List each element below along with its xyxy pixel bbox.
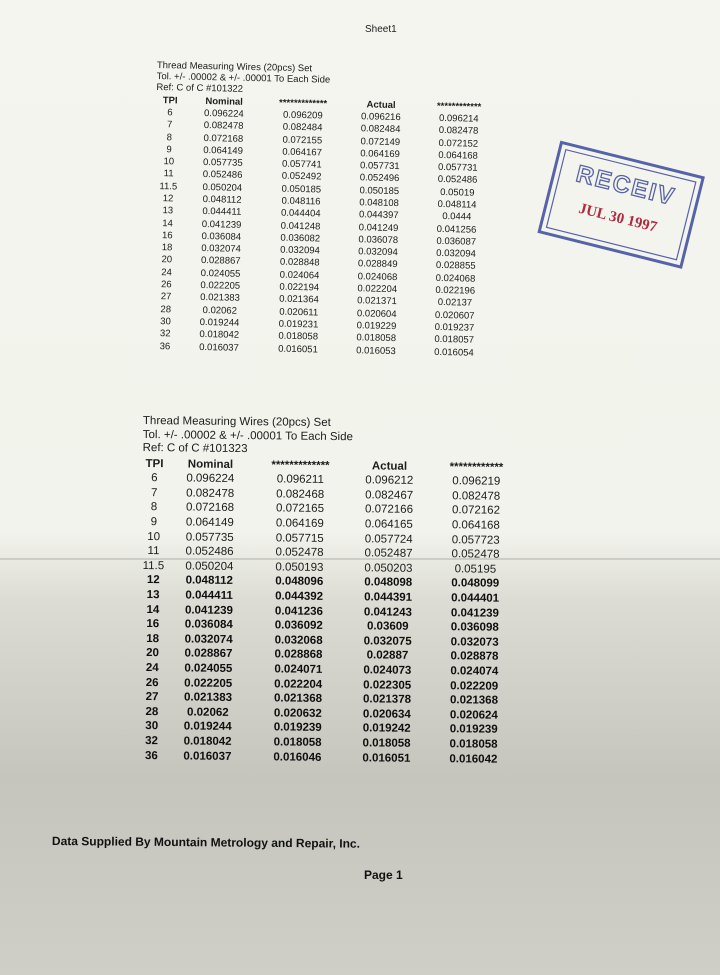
cell-nominal: 0.048112 xyxy=(202,193,242,206)
cell-actual: 0.041243 xyxy=(363,605,412,619)
cell-measured-1: 0.064167 xyxy=(282,146,323,159)
page-number: Page 1 xyxy=(364,868,403,882)
cell-tpi: 18 xyxy=(161,242,173,254)
cell-tpi: 27 xyxy=(160,291,172,303)
cell-measured-3: 0.028878 xyxy=(450,650,499,664)
cell-tpi: 7 xyxy=(150,486,158,500)
cell-tpi: 9 xyxy=(150,516,158,529)
cell-actual: 0.048098 xyxy=(364,576,413,590)
cell-tpi: 27 xyxy=(145,691,159,704)
cell-measured-3: 0.024068 xyxy=(435,272,476,285)
cell-nominal: 0.048112 xyxy=(185,574,233,588)
data-supplier-note: Data Supplied By Mountain Metrology and Repair, Inc. xyxy=(51,834,361,851)
cell-actual: 0.024073 xyxy=(363,664,412,677)
reference-line: Ref: C of C #101322 xyxy=(156,82,244,96)
cell-tpi: 28 xyxy=(160,303,172,316)
cell-measured-1: 0.022194 xyxy=(279,281,320,294)
cell-actual: 0.018058 xyxy=(356,332,397,345)
cell-nominal: 0.052486 xyxy=(202,169,243,182)
cell-tpi: 24 xyxy=(161,266,172,279)
cell-measured-1: 0.057715 xyxy=(275,532,324,545)
cell-measured-3: 0.020607 xyxy=(434,309,475,322)
cell-measured-1: 0.072155 xyxy=(282,134,323,146)
cell-measured-1: 0.019231 xyxy=(278,318,319,331)
cell-measured-1: 0.021364 xyxy=(279,293,319,306)
cell-measured-3: 0.016042 xyxy=(449,752,498,766)
cell-nominal: 0.016037 xyxy=(199,341,239,354)
cell-tpi: 11.5 xyxy=(142,559,165,573)
cell-nominal: 0.018042 xyxy=(183,735,232,748)
cell-measured-1: 0.032094 xyxy=(280,244,320,257)
cell-tpi: 11 xyxy=(163,168,174,180)
cell-nominal: 0.044411 xyxy=(185,589,233,602)
cell-measured-3: 0.041256 xyxy=(436,223,477,236)
cell-actual: 0.03609 xyxy=(366,620,409,634)
cell-measured-1: 0.024071 xyxy=(274,663,323,676)
cell-measured-3: 0.052478 xyxy=(451,548,500,561)
cell-tpi: 24 xyxy=(145,662,159,675)
cell-nominal: 0.064149 xyxy=(203,144,244,157)
cell-measured-1: 0.028848 xyxy=(279,257,320,269)
cell-tpi: 20 xyxy=(146,647,159,660)
cell-tpi: 18 xyxy=(146,632,160,645)
cell-nominal: 0.024055 xyxy=(200,267,241,280)
cell-actual: 0.057724 xyxy=(364,532,413,546)
cell-measured-1: 0.048116 xyxy=(281,195,321,208)
cell-nominal: 0.018042 xyxy=(199,329,240,342)
cell-measured-3: 0.018058 xyxy=(449,738,498,751)
cell-measured-1: 0.096211 xyxy=(276,473,324,487)
cell-measured-3: 0.082478 xyxy=(438,125,479,137)
cell-measured-1: 0.018058 xyxy=(278,330,319,343)
cell-measured-1: 0.041236 xyxy=(274,605,323,618)
cell-nominal: 0.041239 xyxy=(201,218,242,231)
cell-nominal: 0.050204 xyxy=(185,560,234,573)
cell-actual: 0.064165 xyxy=(364,518,413,531)
cell-measured-3: 0.020624 xyxy=(449,709,498,722)
stamp-date: JUL 30 1997 xyxy=(577,200,659,236)
cell-tpi: 7 xyxy=(166,119,173,131)
header-measured-3: ************ xyxy=(449,460,504,474)
header-actual: Actual xyxy=(366,99,396,111)
cell-tpi: 13 xyxy=(162,205,174,217)
cell-measured-3: 0.072162 xyxy=(451,504,501,518)
cell-nominal: 0.072168 xyxy=(203,132,244,145)
cell-tpi: 16 xyxy=(161,230,173,242)
cell-measured-1: 0.016051 xyxy=(278,343,318,355)
cell-actual: 0.019229 xyxy=(356,320,397,333)
cell-actual: 0.032094 xyxy=(358,246,398,259)
cell-nominal: 0.082478 xyxy=(186,487,235,500)
cell-measured-1: 0.032068 xyxy=(274,634,323,647)
cell-nominal: 0.016037 xyxy=(183,750,232,763)
cell-actual: 0.048108 xyxy=(359,197,399,210)
cell-measured-1: 0.028868 xyxy=(274,648,323,662)
cell-tpi: 11 xyxy=(147,545,160,558)
cell-measured-1: 0.018058 xyxy=(273,736,322,749)
cell-nominal: 0.096224 xyxy=(203,107,244,120)
cell-measured-3: 0.024074 xyxy=(450,665,499,678)
cell-nominal: 0.096224 xyxy=(186,472,235,486)
cell-tpi: 6 xyxy=(167,107,173,119)
cell-actual: 0.057731 xyxy=(359,160,400,173)
cell-actual: 0.096212 xyxy=(365,474,414,488)
cell-nominal: 0.050204 xyxy=(202,181,243,194)
cell-measured-1: 0.036092 xyxy=(274,619,323,633)
cell-measured-1: 0.016046 xyxy=(273,750,322,764)
cell-actual: 0.064169 xyxy=(360,148,401,160)
tolerance-line: Tol. +/- .00002 & +/- .00001 To Each Side xyxy=(156,71,331,86)
cell-nominal: 0.019244 xyxy=(183,720,232,734)
cell-measured-1: 0.041248 xyxy=(280,220,321,233)
cell-nominal: 0.024055 xyxy=(184,662,233,675)
cell-measured-1: 0.050185 xyxy=(281,183,322,196)
cell-actual: 0.044397 xyxy=(358,209,399,222)
cell-measured-1: 0.050193 xyxy=(275,561,324,574)
cell-nominal: 0.041239 xyxy=(184,604,234,617)
cell-measured-3: 0.036098 xyxy=(450,621,499,634)
cell-nominal: 0.052486 xyxy=(185,545,234,559)
cell-nominal: 0.082478 xyxy=(203,120,244,133)
table-title: Thread Measuring Wires (20pcs) Set xyxy=(142,415,331,429)
header-nominal: Nominal xyxy=(205,95,243,108)
cell-measured-3: 0.048099 xyxy=(451,577,500,591)
cell-nominal: 0.028867 xyxy=(184,647,233,661)
cell-nominal: 0.02062 xyxy=(202,304,238,317)
cell-tpi: 14 xyxy=(146,603,160,616)
table-title: Thread Measuring Wires (20pcs) Set xyxy=(156,60,313,75)
cell-actual: 0.032075 xyxy=(363,635,412,648)
cell-actual: 0.052487 xyxy=(364,547,413,561)
header-actual: Actual xyxy=(371,460,408,473)
cell-actual: 0.016053 xyxy=(356,344,396,357)
cell-measured-3: 0.05195 xyxy=(454,563,497,576)
cell-nominal: 0.072168 xyxy=(185,501,235,515)
cell-measured-3: 0.036087 xyxy=(436,235,477,248)
cell-nominal: 0.019244 xyxy=(199,316,240,329)
cell-actual: 0.082467 xyxy=(365,489,414,502)
cell-tpi: 12 xyxy=(162,193,174,205)
cell-actual: 0.022204 xyxy=(357,283,398,296)
cell-measured-3: 0.05019 xyxy=(440,186,475,199)
cell-measured-3: 0.052486 xyxy=(437,174,478,187)
cell-tpi: 30 xyxy=(145,720,159,733)
cell-actual: 0.019242 xyxy=(362,722,411,736)
cell-measured-3: 0.018057 xyxy=(434,334,475,346)
header-measured-1: ************* xyxy=(271,459,330,472)
cell-nominal: 0.057735 xyxy=(202,157,243,169)
cell-nominal: 0.028867 xyxy=(200,255,241,268)
cell-actual: 0.044391 xyxy=(364,591,413,604)
cell-measured-3: 0.016054 xyxy=(434,346,474,359)
cell-measured-1: 0.020611 xyxy=(279,306,319,319)
header-measured-1: ************* xyxy=(278,97,328,110)
wire-set-table-2 xyxy=(139,415,521,767)
cell-measured-3: 0.057731 xyxy=(437,162,478,174)
cell-tpi: 13 xyxy=(146,589,160,602)
cell-nominal: 0.021383 xyxy=(200,292,240,305)
cell-nominal: 0.064149 xyxy=(185,516,234,530)
cell-measured-1: 0.048096 xyxy=(275,575,324,589)
cell-actual: 0.041249 xyxy=(358,221,399,234)
cell-tpi: 11.5 xyxy=(159,180,178,193)
cell-measured-3: 0.028855 xyxy=(435,260,476,273)
header-tpi: TPI xyxy=(162,94,178,107)
cell-actual: 0.020634 xyxy=(362,708,411,721)
cell-measured-1: 0.072165 xyxy=(275,502,325,516)
cell-tpi: 6 xyxy=(151,472,158,485)
cell-measured-3: 0.082478 xyxy=(452,490,501,503)
cell-measured-1: 0.082484 xyxy=(282,121,323,134)
cell-measured-3: 0.032094 xyxy=(436,248,476,260)
cell-nominal: 0.021383 xyxy=(183,691,233,705)
cell-actual: 0.022305 xyxy=(363,678,412,692)
header-tpi: TPI xyxy=(145,457,164,470)
cell-measured-1: 0.036082 xyxy=(280,232,321,245)
cell-actual: 0.082484 xyxy=(360,123,401,136)
cell-nominal: 0.044411 xyxy=(202,206,242,219)
cell-measured-3: 0.022209 xyxy=(450,679,499,693)
sheet-title: Sheet1 xyxy=(365,24,397,35)
cell-actual: 0.050185 xyxy=(359,184,400,197)
cell-tpi: 26 xyxy=(160,279,172,291)
cell-tpi: 12 xyxy=(146,574,160,587)
cell-tpi: 10 xyxy=(163,156,175,168)
cell-measured-3: 0.072152 xyxy=(438,137,479,150)
cell-measured-1: 0.022204 xyxy=(274,677,323,691)
cell-actual: 0.072166 xyxy=(364,503,414,517)
cell-tpi: 28 xyxy=(145,705,159,718)
cell-measured-3: 0.019237 xyxy=(434,321,475,334)
cell-actual: 0.016051 xyxy=(362,751,411,765)
cell-tpi: 32 xyxy=(145,735,159,748)
cell-measured-1: 0.064169 xyxy=(275,517,324,530)
cell-tpi: 10 xyxy=(147,530,161,543)
cell-tpi: 30 xyxy=(160,316,171,328)
cell-measured-3: 0.019239 xyxy=(449,723,498,737)
cell-measured-3: 0.032073 xyxy=(450,636,499,649)
stamp-received-text: RECEIV xyxy=(573,160,679,212)
cell-measured-3: 0.021368 xyxy=(449,694,499,707)
cell-measured-1: 0.021368 xyxy=(273,692,323,706)
cell-measured-1: 0.057741 xyxy=(281,158,322,171)
cell-measured-1: 0.020632 xyxy=(273,707,322,720)
cell-actual: 0.052496 xyxy=(359,172,400,185)
cell-nominal: 0.022205 xyxy=(184,677,233,690)
cell-nominal: 0.036084 xyxy=(184,618,233,632)
cell-measured-3: 0.064168 xyxy=(438,149,478,162)
cell-actual: 0.02887 xyxy=(366,649,409,663)
cell-nominal: 0.022205 xyxy=(200,280,241,292)
reference-line: Ref: C of C #101323 xyxy=(142,442,248,456)
cell-actual: 0.096216 xyxy=(360,111,401,124)
cell-measured-3: 0.057723 xyxy=(451,533,500,547)
cell-tpi: 32 xyxy=(159,328,171,340)
cell-measured-3: 0.096219 xyxy=(452,475,501,489)
cell-nominal: 0.032074 xyxy=(184,633,233,646)
cell-measured-1: 0.044392 xyxy=(275,590,324,603)
tolerance-line: Tol. +/- .00002 & +/- .00001 To Each Side xyxy=(142,428,353,443)
cell-measured-1: 0.052478 xyxy=(275,546,324,560)
wire-set-table-1 xyxy=(151,60,499,360)
cell-measured-1: 0.096209 xyxy=(282,109,323,122)
cell-nominal: 0.036084 xyxy=(201,230,242,243)
cell-nominal: 0.032074 xyxy=(201,243,241,255)
measurement-table xyxy=(151,95,498,360)
header-measured-3: ************ xyxy=(436,100,482,113)
cell-measured-1: 0.052492 xyxy=(281,171,322,183)
cell-tpi: 26 xyxy=(145,676,159,689)
cell-measured-3: 0.048114 xyxy=(437,198,477,211)
cell-measured-1: 0.044404 xyxy=(280,207,321,220)
cell-actual: 0.072149 xyxy=(360,135,401,148)
header-nominal: Nominal xyxy=(187,458,234,471)
cell-tpi: 36 xyxy=(144,749,158,762)
cell-tpi: 9 xyxy=(166,144,172,156)
cell-tpi: 36 xyxy=(159,340,171,352)
cell-measured-1: 0.024064 xyxy=(279,269,320,282)
cell-actual: 0.020604 xyxy=(356,307,397,320)
cell-tpi: 20 xyxy=(161,254,173,266)
cell-tpi: 8 xyxy=(150,501,158,514)
cell-actual: 0.036078 xyxy=(358,234,399,246)
cell-measured-3: 0.02137 xyxy=(437,297,473,310)
cell-measured-3: 0.022196 xyxy=(435,284,476,297)
cell-measured-3: 0.096214 xyxy=(438,112,479,125)
cell-nominal: 0.02062 xyxy=(187,706,229,719)
cell-actual: 0.024068 xyxy=(357,271,398,283)
cell-tpi: 16 xyxy=(146,618,160,631)
cell-measured-1: 0.019239 xyxy=(273,721,322,735)
cell-measured-3: 0.064168 xyxy=(451,519,500,532)
cell-actual: 0.028849 xyxy=(357,258,398,271)
cell-tpi: 14 xyxy=(162,217,173,229)
measurement-table xyxy=(139,457,520,767)
cell-nominal: 0.057735 xyxy=(185,531,234,544)
cell-actual: 0.050203 xyxy=(364,562,413,575)
cell-measured-1: 0.082468 xyxy=(276,488,325,501)
cell-actual: 0.018058 xyxy=(362,737,411,750)
cell-measured-3: 0.041239 xyxy=(450,606,499,620)
cell-tpi: 8 xyxy=(166,131,173,143)
cell-measured-3: 0.0444 xyxy=(442,211,472,223)
cell-actual: 0.021378 xyxy=(362,693,412,707)
cell-actual: 0.021371 xyxy=(357,295,397,308)
cell-measured-3: 0.044401 xyxy=(451,592,500,605)
